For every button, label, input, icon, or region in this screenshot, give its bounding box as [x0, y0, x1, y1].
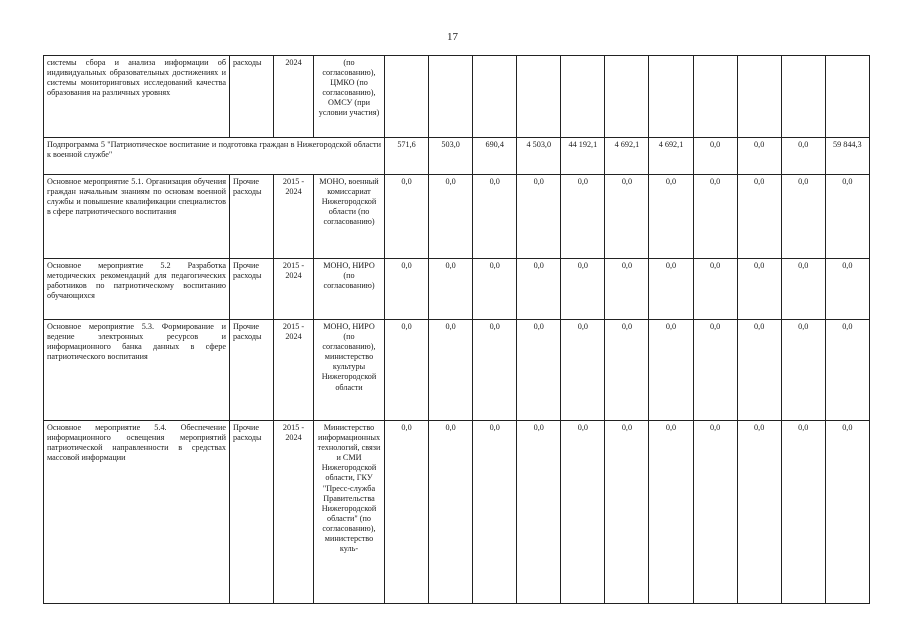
- measure-description: Основное мероприятие 5.1. Организация обучения граждан начальным знаниям по основам военной службы и повышение квалификации специалистов в сфере патриотического воспитания: [44, 175, 230, 259]
- value-cell: 0,0: [517, 320, 561, 421]
- value-cell: [693, 56, 737, 138]
- value-cell: 0,0: [561, 421, 605, 604]
- value-cell: 0,0: [605, 421, 649, 604]
- value-cell: 0,0: [781, 421, 825, 604]
- page-number: 17: [447, 31, 458, 43]
- value-cell: 0,0: [385, 259, 429, 320]
- table-row: [44, 320, 870, 421]
- value-cell: 0,0: [825, 259, 869, 320]
- table-row: [44, 56, 870, 138]
- value-cell: 0,0: [385, 421, 429, 604]
- value-cell: 0,0: [385, 320, 429, 421]
- value-cell: 0,0: [781, 259, 825, 320]
- value-cell: 0,0: [693, 138, 737, 175]
- value-cell: 0,0: [825, 175, 869, 259]
- expense-category: Прочие расходы: [230, 175, 274, 259]
- expense-category: Прочие расходы: [230, 259, 274, 320]
- value-cell: 0,0: [781, 320, 825, 421]
- value-cell: [429, 56, 473, 138]
- value-cell: 0,0: [561, 175, 605, 259]
- value-cell: 0,0: [693, 175, 737, 259]
- value-cell: 0,0: [473, 421, 517, 604]
- subprogram-row: [44, 138, 870, 175]
- value-cell: [649, 56, 693, 138]
- value-cell: 0,0: [825, 421, 869, 604]
- executor: МОНО, НИРО (по согласованию), министерство культуры Нижегородской области: [314, 320, 385, 421]
- value-cell: 0,0: [429, 320, 473, 421]
- value-cell: 0,0: [649, 259, 693, 320]
- value-cell: 0,0: [649, 175, 693, 259]
- value-cell: [385, 56, 429, 138]
- expense-category: Прочие расходы: [230, 421, 274, 604]
- value-cell: 503,0: [429, 138, 473, 175]
- value-cell: 44 192,1: [561, 138, 605, 175]
- value-cell: 0,0: [385, 175, 429, 259]
- executor: Министерство информационных технологий, связи и СМИ Нижегородской области, ГКУ "Пресс-служба Правительства Нижегородской области" (по согласованию), министерство куль-: [314, 421, 385, 604]
- period: 2015 - 2024: [274, 175, 314, 259]
- value-cell: [473, 56, 517, 138]
- period: 2015 - 2024: [274, 421, 314, 604]
- executor: МОНО, военный комиссариат Нижегородской области (по согласованию): [314, 175, 385, 259]
- executor: МОНО, НИРО (по согласованию): [314, 259, 385, 320]
- value-cell: 59 844,3: [825, 138, 869, 175]
- period: 2015 - 2024: [274, 259, 314, 320]
- value-cell: 0,0: [693, 421, 737, 604]
- value-cell: 0,0: [429, 175, 473, 259]
- value-cell: 0,0: [737, 421, 781, 604]
- measure-description: системы сбора и анализа информации об индивидуальных образовательных достижениях и системы мониторинговых исследований качества образования на различных уровнях: [44, 56, 230, 138]
- value-cell: [737, 56, 781, 138]
- value-cell: 0,0: [737, 138, 781, 175]
- measure-description: Основное мероприятие 5.3. Формирование и ведение электронных ресурсов и информационного банка данных в сфере патриотического воспитания: [44, 320, 230, 421]
- value-cell: 571,6: [385, 138, 429, 175]
- measure-description: Основное мероприятие 5.2 Разработка методических рекомендаций для педагогических работников по патриотическому воспитанию обучающихся: [44, 259, 230, 320]
- executor: (по согласованию), ЦМКО (по согласованию), ОМСУ (при условии участия): [314, 56, 385, 138]
- table-row: [44, 421, 870, 604]
- value-cell: 0,0: [473, 259, 517, 320]
- value-cell: 0,0: [429, 259, 473, 320]
- value-cell: 0,0: [517, 259, 561, 320]
- value-cell: 0,0: [781, 138, 825, 175]
- value-cell: 0,0: [693, 320, 737, 421]
- value-cell: 4 692,1: [605, 138, 649, 175]
- value-cell: 4 692,1: [649, 138, 693, 175]
- value-cell: 690,4: [473, 138, 517, 175]
- value-cell: 0,0: [605, 259, 649, 320]
- value-cell: 0,0: [473, 320, 517, 421]
- value-cell: 0,0: [473, 175, 517, 259]
- value-cell: 0,0: [561, 320, 605, 421]
- value-cell: 4 503,0: [517, 138, 561, 175]
- subprogram-title: Подпрограмма 5 "Патриотическое воспитание и подготовка граждан в Нижегородской области к военной службе": [44, 138, 385, 175]
- value-cell: [517, 56, 561, 138]
- program-table: [43, 55, 870, 604]
- value-cell: 0,0: [693, 259, 737, 320]
- value-cell: [781, 56, 825, 138]
- value-cell: 0,0: [517, 421, 561, 604]
- period: 2024: [274, 56, 314, 138]
- expense-category: Прочие расходы: [230, 320, 274, 421]
- table-row: [44, 175, 870, 259]
- period: 2015 - 2024: [274, 320, 314, 421]
- value-cell: 0,0: [825, 320, 869, 421]
- value-cell: [825, 56, 869, 138]
- value-cell: 0,0: [649, 421, 693, 604]
- value-cell: 0,0: [429, 421, 473, 604]
- value-cell: 0,0: [561, 259, 605, 320]
- value-cell: 0,0: [649, 320, 693, 421]
- measure-description: Основное мероприятие 5.4. Обеспечение информационного освещения мероприятий патриотической направленности в средствах массовой информации: [44, 421, 230, 604]
- value-cell: 0,0: [737, 320, 781, 421]
- value-cell: 0,0: [781, 175, 825, 259]
- value-cell: 0,0: [737, 259, 781, 320]
- value-cell: [605, 56, 649, 138]
- value-cell: 0,0: [605, 320, 649, 421]
- value-cell: 0,0: [517, 175, 561, 259]
- value-cell: [561, 56, 605, 138]
- value-cell: 0,0: [605, 175, 649, 259]
- expense-category: расходы: [230, 56, 274, 138]
- table-row: [44, 259, 870, 320]
- value-cell: 0,0: [737, 175, 781, 259]
